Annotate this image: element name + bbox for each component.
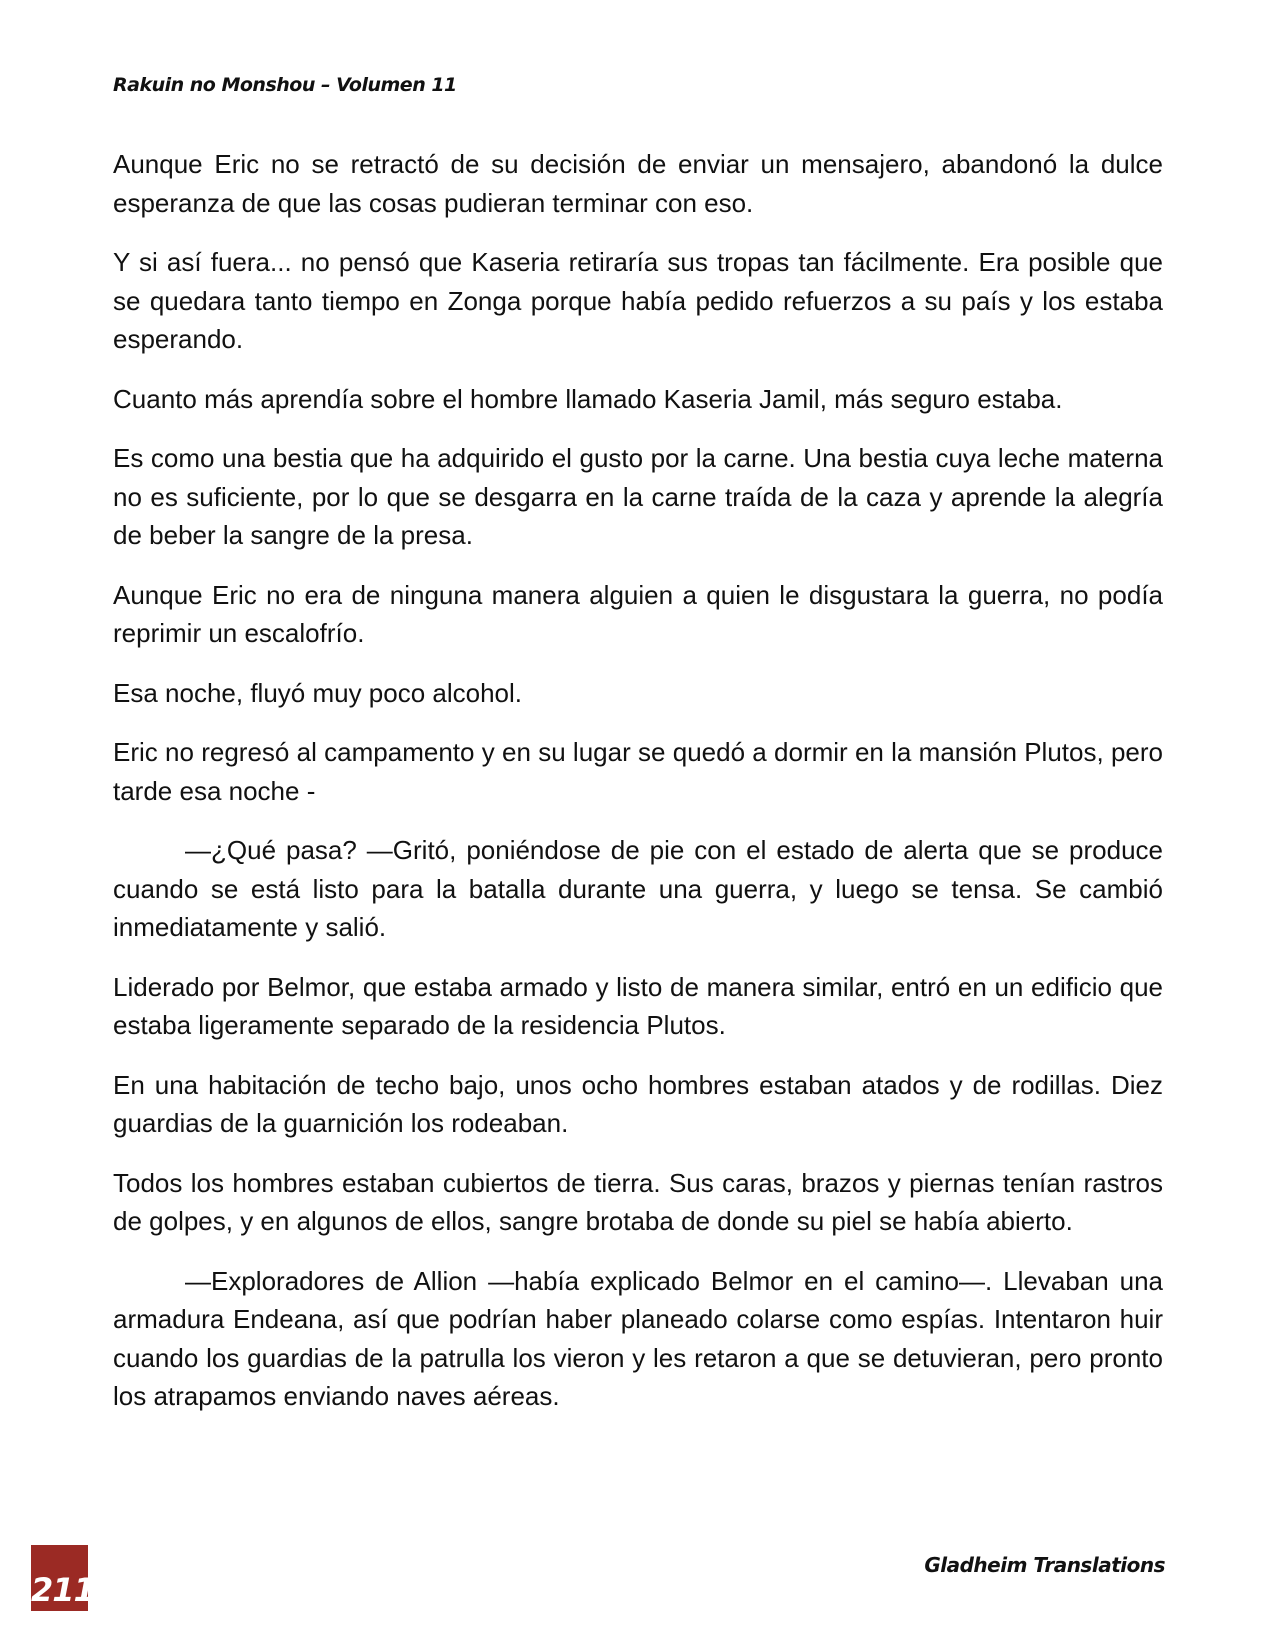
footer-credit: Gladheim Translations — [924, 1553, 1165, 1577]
paragraph: Y si así fuera... no pensó que Kaseria retiraría sus tropas tan fácilmente. Era posible que se quedara tanto tiempo en Zonga porque había pedido refuerzos a su país y los estaba esperando. — [113, 247, 1163, 354]
paragraph: Liderado por Belmor, que estaba armado y listo de manera similar, entró en un edificio que estaba ligeramente separado de la residencia Plutos. — [113, 971, 1163, 1040]
paragraph: Todos los hombres estaban cubiertos de tierra. Sus caras, brazos y piernas tenían rastros de golpes, y en algunos de ellos, sangre brotaba de donde su piel se había abierto. — [113, 1167, 1163, 1236]
page-body — [113, 145, 1163, 1437]
paragraph: Es como una bestia que ha adquirido el gusto por la carne. Una bestia cuya leche materna no es suficiente, por lo que se desgarra en la carne traída de la caza y aprende la alegría de beber la sangre de la presa. — [113, 443, 1163, 550]
paragraph: Eric no regresó al campamento y en su lugar se quedó a dormir en la mansión Plutos, pero tarde esa noche - — [113, 737, 1163, 806]
paragraph: Aunque Eric no era de ninguna manera alguien a quien le disgustara la guerra, no podía reprimir un escalofrío. — [113, 579, 1163, 648]
running-header: Rakuin no Monshou – Volumen 11 — [113, 74, 457, 96]
paragraph: En una habitación de techo bajo, unos ocho hombres estaban atados y de rodillas. Diez guardias de la guarnición los rodeaban. — [113, 1069, 1163, 1138]
page-number: 211 — [31, 1571, 95, 1609]
paragraph: Cuanto más aprendía sobre el hombre llamado Kaseria Jamil, más seguro estaba. — [113, 383, 1063, 414]
paragraph: Esa noche, fluyó muy poco alcohol. — [113, 677, 523, 708]
dialogue-paragraph: —¿Qué pasa? —Gritó, poniéndose de pie con el estado de alerta que se produce cuando se está listo para la batalla durante una guerra, y luego se tensa. Se cambió inmediatamente y salió. — [113, 835, 1163, 942]
dialogue-paragraph: —Exploradores de Allion —había explicado Belmor en el camino—. Llevaban una armadura Endeana, así que podrían haber planeado colarse como espías. Intentaron huir cuando los guardias de la patrulla los vieron y les retaron a que se detuvieran, pero pronto los atrapamos enviando naves aéreas. — [113, 1265, 1163, 1411]
paragraph: Aunque Eric no se retractó de su decisión de enviar un mensajero, abandonó la dulce esperanza de que las cosas pudieran terminar con eso. — [113, 149, 1163, 218]
